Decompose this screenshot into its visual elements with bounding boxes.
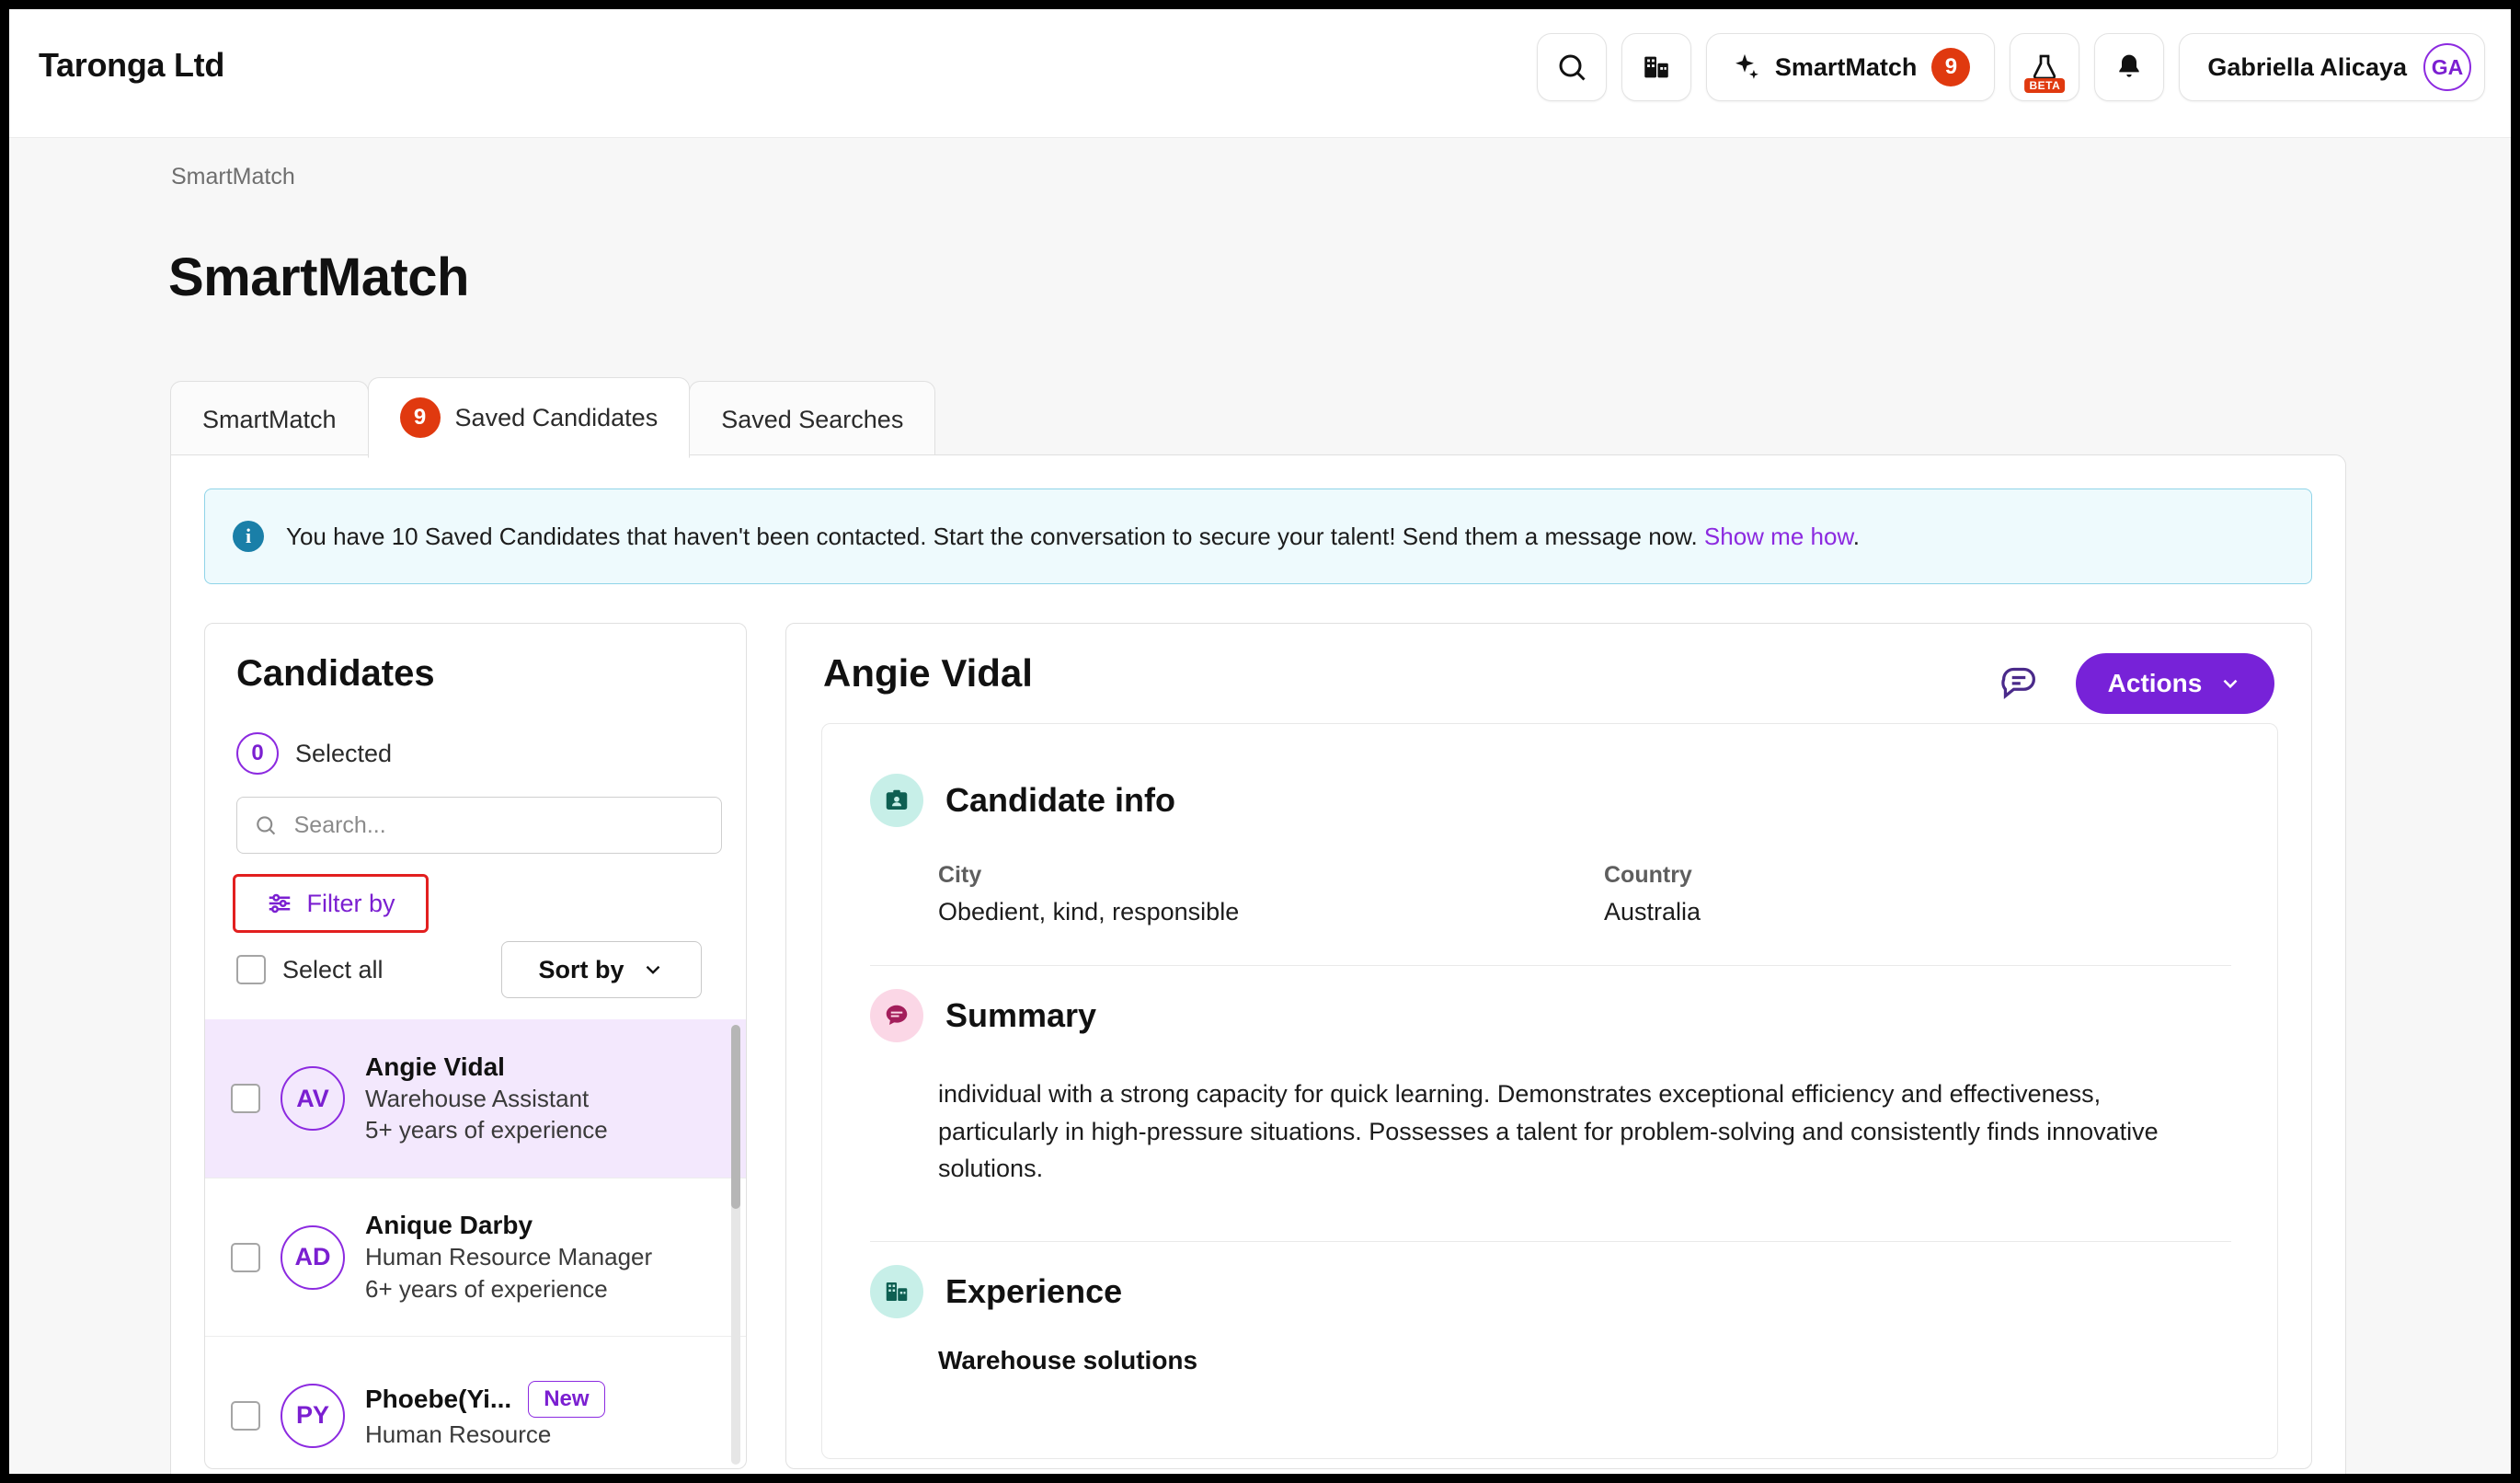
- section-candidate-info: [870, 774, 1175, 827]
- page-title: SmartMatch: [168, 247, 469, 307]
- beta-lab-button[interactable]: [2010, 33, 2079, 101]
- user-menu-button[interactable]: [2179, 33, 2485, 101]
- candidate-role: Human Resource: [365, 1420, 552, 1449]
- chat-bubble-icon: [1999, 664, 2039, 701]
- candidate-name-text: Phoebe(Yi...: [365, 1385, 512, 1414]
- tab-saved-candidates[interactable]: [368, 377, 691, 458]
- avatar: GA: [2423, 43, 2471, 91]
- smartmatch-button-label: SmartMatch: [1774, 52, 1918, 81]
- actions-button-label: Actions: [2107, 669, 2203, 697]
- summary-text: individual with a strong capacity for quick learning. Demonstrates exceptional efficiency and effectiveness, particularly in high-pressure situations. Possesses a talent for problem-solving and consistently finds innovative solutions.: [938, 1080, 2159, 1182]
- candidate-detail-card: [785, 623, 2312, 1469]
- speech-bubble-icon: [870, 989, 923, 1042]
- tab-smartmatch[interactable]: [170, 381, 369, 458]
- tab-saved-searches-label: Saved Searches: [721, 406, 904, 433]
- top-navigation-bar: [9, 9, 2511, 138]
- bell-icon: [2114, 52, 2144, 82]
- city-label: City: [938, 862, 982, 888]
- company-button[interactable]: [1621, 33, 1691, 101]
- list-item[interactable]: [205, 1019, 747, 1178]
- select-all-row: [236, 955, 384, 984]
- experience-title: Experience: [945, 1272, 1123, 1310]
- smartmatch-button[interactable]: [1706, 33, 1996, 101]
- search-button[interactable]: [1537, 33, 1607, 101]
- candidate-name: Anique Darby: [365, 1211, 533, 1239]
- sparkle-icon: [1729, 52, 1760, 83]
- detail-candidate-name: Angie Vidal: [823, 651, 1033, 695]
- candidate-list[interactable]: [205, 1019, 747, 1469]
- tab-smartmatch-label: SmartMatch: [202, 406, 337, 433]
- candidate-info: [365, 1211, 652, 1304]
- search-input[interactable]: [292, 811, 704, 840]
- info-banner: [204, 489, 2312, 584]
- candidate-role: Warehouse Assistant: [365, 1084, 590, 1112]
- avatar: AD: [281, 1225, 345, 1290]
- search-icon: [254, 812, 278, 838]
- breadcrumb: SmartMatch: [171, 164, 295, 190]
- candidate-info: [365, 1381, 605, 1450]
- candidate-detail-sections: [821, 723, 2278, 1459]
- candidate-name: [365, 1381, 605, 1418]
- filter-by-button[interactable]: [233, 874, 429, 933]
- tab-saved-candidates-label: Saved Candidates: [454, 403, 659, 431]
- id-card-glyph: [883, 787, 911, 814]
- country-field: [1604, 862, 1701, 926]
- filter-by-label: Filter by: [306, 889, 395, 917]
- candidate-experience: 5+ years of experience: [365, 1116, 608, 1144]
- top-actions-group: [1537, 33, 2485, 101]
- candidate-info: [365, 1052, 608, 1145]
- candidate-experience: 6+ years of experience: [365, 1274, 608, 1303]
- avatar: AV: [281, 1066, 345, 1131]
- building-glyph: [883, 1278, 911, 1305]
- candidate-info-header: [870, 774, 1175, 827]
- tab-saved-searches[interactable]: [689, 381, 935, 458]
- candidates-card: [204, 623, 747, 1469]
- summary-header: [870, 989, 1096, 1042]
- actions-button[interactable]: [2076, 653, 2274, 714]
- list-item[interactable]: [205, 1178, 747, 1336]
- message-button[interactable]: [1999, 664, 2039, 701]
- id-card-icon: [870, 774, 923, 827]
- info-icon: i: [233, 521, 264, 552]
- candidates-title: Candidates: [236, 653, 435, 694]
- candidate-name: Angie Vidal: [365, 1052, 505, 1081]
- city-value: Obedient, kind, responsible: [938, 898, 1240, 925]
- show-me-how-link[interactable]: Show me how: [1703, 522, 1853, 550]
- section-experience: [870, 1265, 1122, 1318]
- chevron-down-icon: [641, 958, 665, 982]
- summary-title: Summary: [945, 996, 1097, 1034]
- filter-icon: [266, 890, 293, 917]
- speech-bubble-glyph: [883, 1002, 911, 1029]
- sort-by-label: Sort by: [538, 955, 624, 983]
- new-badge: New: [528, 1381, 604, 1418]
- candidate-checkbox[interactable]: [231, 1084, 260, 1113]
- candidate-list-scrollbar[interactable]: [731, 1025, 740, 1465]
- info-banner-text: [286, 523, 1860, 551]
- tab-saved-candidates-badge: 9: [400, 397, 441, 438]
- list-item[interactable]: [205, 1336, 747, 1469]
- tab-bar: [170, 377, 934, 458]
- candidate-checkbox[interactable]: [231, 1243, 260, 1272]
- divider: [870, 965, 2231, 966]
- sort-by-button[interactable]: [501, 941, 702, 998]
- select-all-checkbox[interactable]: [236, 955, 266, 984]
- user-name: Gabriella Alicaya: [2207, 52, 2407, 81]
- scrollbar-thumb[interactable]: [731, 1025, 740, 1209]
- brand-title: Taronga Ltd: [39, 46, 225, 84]
- building-icon: [1641, 52, 1672, 83]
- main-panel: [170, 454, 2346, 1483]
- candidate-search-box[interactable]: [236, 797, 722, 854]
- info-banner-suffix: .: [1852, 522, 1861, 550]
- notifications-button[interactable]: [2094, 33, 2164, 101]
- smartmatch-count-badge: 9: [1931, 48, 1970, 86]
- avatar: PY: [281, 1384, 345, 1448]
- divider: [870, 1241, 2231, 1242]
- select-all-label: Select all: [282, 955, 384, 983]
- candidate-role: Human Resource Manager: [365, 1243, 653, 1270]
- country-label: Country: [1604, 862, 1692, 888]
- selected-summary: [236, 732, 392, 775]
- chevron-down-icon: [2218, 672, 2242, 696]
- candidate-checkbox[interactable]: [231, 1401, 260, 1431]
- experience-company: Warehouse solutions: [938, 1346, 1198, 1374]
- selected-count: 0: [236, 732, 279, 775]
- experience-header: [870, 1265, 1122, 1318]
- candidate-info-title: Candidate info: [945, 781, 1175, 819]
- building-icon: [870, 1265, 923, 1318]
- city-field: [938, 862, 1239, 926]
- info-banner-message: You have 10 Saved Candidates that haven't been contacted. Start the conversation to secure your talent! Send them a message now.: [286, 522, 1698, 550]
- beta-tag: BETA: [2024, 78, 2065, 93]
- country-value: Australia: [1604, 898, 1701, 925]
- selected-label: Selected: [295, 739, 393, 767]
- section-summary: [870, 989, 1096, 1042]
- search-icon: [1555, 51, 1588, 84]
